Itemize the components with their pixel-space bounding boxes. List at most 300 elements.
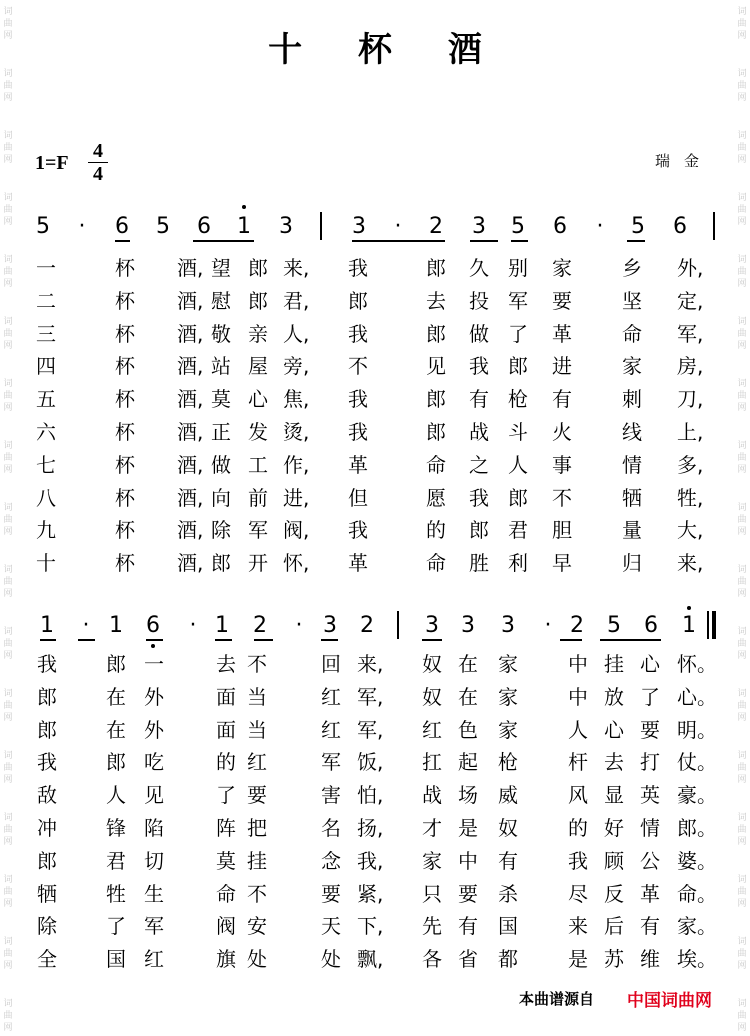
lyric-char: 九 [36,518,56,543]
lyric-char: 去 [426,288,446,313]
lyric-char: 不 [552,485,572,510]
lyric-char: 国 [106,947,126,972]
watermark-char: 网 [3,527,13,537]
lyric-char: 有 [458,914,478,939]
lyric-char: 在 [106,684,126,709]
lyric-char: 酒, [177,321,204,346]
lyric-char: 有 [640,914,660,939]
lyric-char: 有 [469,387,489,412]
lyric-char: 怀。 [677,652,717,676]
watermark-char: 网 [737,775,747,785]
lyric-char: 婆。 [677,848,717,873]
lyric-char: 向 [211,485,231,510]
lyric-char: 早 [552,551,572,576]
lyric-char: 杯 [115,551,135,576]
beam-line [352,240,440,242]
lyric-char: 显 [604,783,624,808]
lyric-char: 家 [498,652,518,676]
beam-line [600,639,661,641]
lyric-char: 开 [248,551,268,576]
watermark-char: 曲 [3,949,13,959]
lyric-char: 了 [640,684,660,709]
lyric-char: 省 [458,947,478,972]
watermark-strip-left [0,0,16,1036]
lyric-char: 投 [469,288,489,313]
lyric-char: 屋 [248,354,268,379]
lyric-char: 郎 [106,652,126,676]
lyric-char: 挂 [247,848,267,873]
lyric-char: 命 [622,321,642,346]
lyric-char: 量 [622,518,642,543]
lyric-char: 打 [640,750,660,775]
watermark-char: 词 [737,193,747,203]
lyric-char: 刺 [622,387,642,412]
lyric-char: 反 [604,881,624,906]
lyric-char: 酒, [177,387,204,412]
lyric-char: 明。 [677,717,717,742]
note: · [189,613,197,638]
watermark-char: 网 [3,651,13,661]
watermark-char: 词 [737,317,747,327]
watermark-char: 词 [737,999,747,1009]
lyric-char: 来 [568,914,588,939]
lyric-char: 七 [36,452,56,477]
lyric-char: 郎 [426,321,446,346]
lyric-char: 正 [211,420,231,444]
watermark-char: 词 [3,565,13,575]
watermark-char: 网 [3,465,13,475]
lyric-char: 利 [508,551,528,576]
lyric-char: 有 [552,387,572,412]
beam-line [428,240,445,242]
lyric-char: 外 [144,717,164,742]
watermark-char: 词 [3,255,13,265]
watermark-char: 词 [3,999,13,1009]
lyric-char: 烫, [283,420,310,444]
lyric-char: 酒, [177,551,204,576]
note: · [596,214,604,239]
final-barline-thick [712,611,716,639]
lyric-char: 心 [248,387,268,412]
lyric-char: 要 [552,288,572,313]
watermark-char: 词 [3,751,13,761]
note: 3 [352,214,366,239]
watermark-char: 词 [737,379,747,389]
lyric-char: 杯 [115,485,135,510]
lyric-char: 把 [247,816,267,840]
lyric-char: 军 [508,288,528,313]
lyric-char: 色 [458,717,478,742]
watermark-char: 曲 [3,515,13,525]
lyric-char: 慰 [211,288,231,313]
watermark-strip-right [734,0,750,1036]
lyric-char: 风 [568,783,588,808]
watermark-char: 曲 [3,19,13,29]
watermark-char: 网 [737,899,747,909]
note: 2 [570,613,584,638]
lyric-char: 郎 [37,717,57,742]
lyric-char: 红 [321,684,341,709]
lyric-char: 郎 [211,551,231,576]
watermark-char: 词 [3,193,13,203]
lyric-char: 红 [321,717,341,742]
watermark-char: 词 [3,813,13,823]
watermark-char: 曲 [737,639,747,649]
watermark-char: 曲 [737,267,747,277]
watermark-char: 网 [737,651,747,661]
lyric-char: 外, [677,256,704,280]
watermark-char: 网 [737,589,747,599]
lyric-char: 战 [422,783,442,808]
lyric-char: 焦, [283,387,310,412]
lyric-char: 二 [36,288,56,313]
watermark-char: 词 [3,131,13,141]
lyric-char: 飘, [357,947,384,972]
lyric-char: 事 [552,452,572,477]
watermark-char: 词 [737,875,747,885]
barline [320,212,322,240]
lyric-char: 革 [348,551,368,576]
lyric-char: 埃。 [677,947,717,972]
lyric-char: 后 [604,914,624,939]
lyric-char: 牺 [622,485,642,510]
time-signature-bottom: 4 [93,163,103,185]
lyric-char: 切 [144,848,164,873]
barline [397,611,399,639]
lyric-char: 郎 [426,256,446,280]
beam-line [215,639,232,641]
note: 5 [631,214,645,239]
lyric-char: 旁, [283,354,310,379]
lyric-char: 郎 [37,684,57,709]
key-label: 1=F [35,152,69,174]
note: 2 [360,613,374,638]
watermark-char: 词 [737,69,747,79]
lyric-char: 莫 [211,387,231,412]
lyric-char: 中 [458,848,478,873]
lyric-char: 郎 [508,485,528,510]
lyric-char: 牺 [37,881,57,906]
note: 3 [323,613,337,638]
watermark-char: 曲 [737,143,747,153]
lyric-char: 郎 [248,256,268,280]
lyric-char: 进 [552,354,572,379]
lyric-char: 心 [604,717,624,742]
lyric-char: 归 [622,551,642,576]
lyric-char: 见 [144,783,164,808]
watermark-char: 曲 [3,329,13,339]
lyric-char: 人 [568,717,588,742]
lyric-char: 红 [422,717,442,742]
lyric-char: 红 [144,947,164,972]
lyric-char: 大, [677,518,704,543]
beam-line [193,240,254,242]
watermark-char: 曲 [3,391,13,401]
lyric-char: 当 [247,684,267,709]
watermark-char: 词 [3,627,13,637]
watermark-char: 曲 [737,453,747,463]
lyric-char: 饭, [357,750,384,775]
beam-line [470,240,498,242]
lyric-char: 站 [211,354,231,379]
lyric-char: 中 [568,684,588,709]
beam-line [627,240,645,242]
lyric-char: 郎 [348,288,368,313]
source-site-link[interactable]: 中国词曲网 [627,991,712,1011]
lyric-char: 中 [568,652,588,676]
watermark-char: 网 [3,1023,13,1033]
watermark-char: 词 [737,565,747,575]
watermark-char: 词 [737,627,747,637]
watermark-char: 曲 [737,205,747,215]
note: 6 [197,214,211,239]
note: · [544,613,552,638]
note: 1 [237,214,251,239]
note: 3 [461,613,475,638]
lyric-char: 我 [469,485,489,510]
note: · [82,613,90,638]
watermark-char: 词 [3,7,13,17]
lyric-char: 我 [348,518,368,543]
lyric-char: 安 [247,914,267,939]
lyric-char: 我 [469,354,489,379]
lyric-char: 郎。 [677,816,717,840]
note: 6 [146,613,160,638]
lyric-char: 君 [106,848,126,873]
lyric-char: 酒, [177,518,204,543]
lyric-char: 下, [357,914,384,939]
lyric-char: 我 [348,256,368,280]
watermark-char: 词 [3,937,13,947]
watermark-char: 曲 [3,453,13,463]
lyric-char: 名 [321,816,341,840]
lyric-char: 战 [469,420,489,444]
lyric-char: 乡 [622,256,642,280]
lyric-char: 枪 [498,750,518,775]
watermark-char: 曲 [737,391,747,401]
lyric-char: 斗 [508,420,528,444]
lyric-char: 情 [622,452,642,477]
watermark-char: 网 [737,155,747,165]
watermark-char: 曲 [737,1011,747,1021]
lyric-char: 见 [426,354,446,379]
beam-line [422,639,442,641]
lyric-char: 发 [248,420,268,444]
watermark-char: 词 [737,503,747,513]
watermark-char: 词 [3,379,13,389]
lyric-char: 房, [677,354,704,379]
lyric-char: 维 [640,947,660,972]
watermark-char: 曲 [737,763,747,773]
lyric-char: 全 [37,947,57,972]
lyric-char: 之 [469,452,489,477]
octave-dot [687,606,691,610]
lyric-char: 了 [216,783,236,808]
lyric-char: 好 [604,816,624,840]
lyric-char: 郎 [426,420,446,444]
note: 1 [215,613,229,638]
beam-line [78,639,95,641]
watermark-char: 曲 [3,825,13,835]
lyric-char: 仗。 [677,750,717,775]
lyric-char: 天 [321,914,341,939]
lyric-char: 郎 [248,288,268,313]
lyric-char: 心。 [677,684,717,709]
lyric-char: 家 [498,717,518,742]
lyric-char: 工 [248,452,268,477]
lyric-char: 四 [36,354,56,379]
watermark-char: 词 [737,813,747,823]
lyric-char: 国 [498,914,518,939]
lyric-char: 红 [247,750,267,775]
lyric-char: 的 [216,750,236,775]
lyric-char: 各 [422,947,442,972]
lyric-char: 锋 [106,816,126,840]
lyric-char: 军 [321,750,341,775]
time-signature [88,140,108,185]
watermark-char: 曲 [3,205,13,215]
lyric-char: 君 [508,518,528,543]
lyric-char: 要 [247,783,267,808]
watermark-char: 曲 [737,949,747,959]
watermark-char: 网 [3,155,13,165]
watermark-char: 曲 [737,515,747,525]
watermark-char: 网 [3,837,13,847]
lyric-char: 命 [426,551,446,576]
watermark-char: 网 [737,341,747,351]
note: 1 [109,613,123,638]
note: · [394,214,402,239]
watermark-char: 词 [737,937,747,947]
lyric-char: 牲, [677,485,704,510]
lyric-char: 郎 [469,518,489,543]
watermark-char: 曲 [3,81,13,91]
lyric-char: 别 [508,256,528,280]
watermark-char: 词 [3,317,13,327]
watermark-char: 词 [737,441,747,451]
lyric-char: 公 [640,848,660,873]
lyric-char: 尽 [568,881,588,906]
lyric-char: 火 [552,420,572,444]
watermark-char: 词 [3,689,13,699]
lyric-char: 前 [248,485,268,510]
lyric-char: 了 [106,914,126,939]
lyric-char: 杯 [115,321,135,346]
note: 3 [425,613,439,638]
lyric-char: 多, [677,452,704,477]
lyric-char: 人 [106,783,126,808]
lyric-char: 做 [469,321,489,346]
watermark-char: 词 [3,69,13,79]
watermark-char: 网 [737,961,747,971]
lyric-char: 了 [508,321,528,346]
lyric-char: 是 [568,947,588,972]
watermark-char: 曲 [737,701,747,711]
note: 5 [156,214,170,239]
lyric-char: 怕, [357,783,384,808]
lyric-char: 要 [640,717,660,742]
watermark-char: 网 [3,961,13,971]
lyric-char: 枪 [508,387,528,412]
lyric-char: 扬, [357,816,384,840]
lyric-char: 坚 [622,288,642,313]
lyric-char: 紧, [357,881,384,906]
lyric-char: 我 [348,420,368,444]
watermark-char: 网 [737,713,747,723]
watermark-char: 网 [737,527,747,537]
watermark-char: 网 [3,713,13,723]
lyric-char: 郎 [426,387,446,412]
lyric-char: 冲 [37,816,57,840]
lyric-char: 酒, [177,256,204,280]
lyric-char: 军, [357,717,384,742]
note: 5 [607,613,621,638]
lyric-char: 来, [677,551,704,576]
lyric-char: 望 [211,256,231,280]
lyric-char: 作, [283,452,310,477]
octave-dot [242,205,246,209]
lyric-char: 先 [422,914,442,939]
watermark-char: 曲 [3,1011,13,1021]
lyric-char: 定, [677,288,704,313]
lyric-char: 人, [283,321,310,346]
watermark-char: 网 [737,31,747,41]
watermark-char: 词 [737,255,747,265]
lyric-char: 牲 [106,881,126,906]
lyric-char: 面 [216,717,236,742]
lyric-char: 革 [640,881,660,906]
lyric-char: 阵 [216,816,236,840]
lyric-char: 来, [283,256,310,280]
octave-dot [151,644,155,648]
watermark-char: 网 [3,589,13,599]
lyric-char: 杯 [115,420,135,444]
source-label: 本曲谱源自 [519,990,595,1008]
lyric-char: 军 [144,914,164,939]
lyric-char: 不 [348,354,368,379]
lyric-char: 苏 [604,947,624,972]
lyric-char: 杯 [115,288,135,313]
lyric-char: 敬 [211,321,231,346]
watermark-char: 曲 [3,639,13,649]
lyric-char: 陷 [144,816,164,840]
lyric-char: 军, [677,321,704,346]
lyric-char: 心 [640,652,660,676]
lyric-char: 都 [498,947,518,972]
note: · [78,214,86,239]
time-signature-top: 4 [88,140,108,163]
lyric-char: 我 [348,321,368,346]
lyric-char: 亲 [248,321,268,346]
lyric-char: 我 [37,750,57,775]
watermark-char: 曲 [3,143,13,153]
lyric-char: 军 [248,518,268,543]
watermark-char: 网 [737,93,747,103]
lyric-char: 怀, [283,551,310,576]
lyric-char: 君, [283,288,310,313]
lyric-char: 去 [216,652,236,676]
watermark-char: 网 [3,217,13,227]
lyric-char: 命。 [677,881,717,906]
lyric-char: 三 [36,321,56,346]
watermark-char: 曲 [3,701,13,711]
note: 6 [673,214,687,239]
note: 3 [472,214,486,239]
lyric-char: 面 [216,684,236,709]
lyric-char: 酒, [177,420,204,444]
lyric-char: 革 [348,452,368,477]
lyric-char: 一 [36,256,56,280]
